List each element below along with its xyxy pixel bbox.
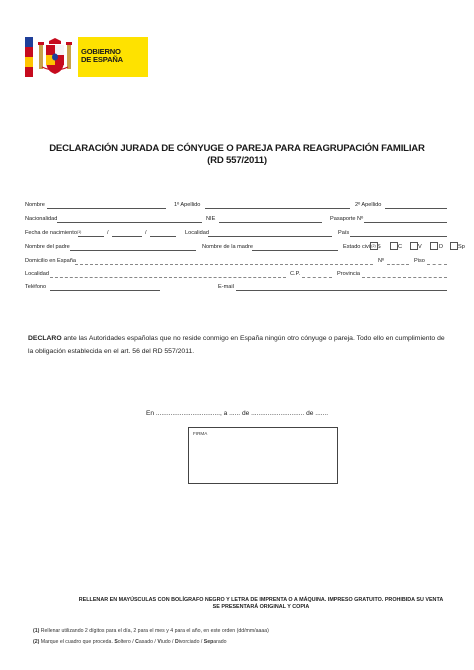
gobierno-text bbox=[78, 37, 148, 77]
estado-v-label: V bbox=[418, 244, 422, 250]
instructions-notice: RELLENAR EN MAYÚSCULAS CON BOLÍGRAFO NEGRO Y LETRA DE IMPRENTA O A MÁQUINA. IMPRESO GRATUITO. PROHIBIDA SU VENTA bbox=[78, 597, 444, 603]
checkbox-divorciado[interactable] bbox=[430, 242, 438, 250]
field-telefono[interactable] bbox=[50, 290, 160, 291]
label-cp: C.P. bbox=[290, 271, 301, 277]
field-pasaporte[interactable] bbox=[364, 222, 447, 223]
estado-sp-label: Sp bbox=[458, 244, 465, 250]
footnote-1-text: Rellenar utilizando 2 dígitos para el día, 2 para el mes y 4 para el año, en este orden (dd/mm/aaaa) bbox=[39, 628, 269, 634]
footnote-2-text-c: asado / bbox=[138, 639, 158, 645]
checkbox-separado[interactable] bbox=[450, 242, 458, 250]
field-localidad[interactable] bbox=[50, 277, 286, 278]
signature-box[interactable] bbox=[188, 427, 338, 484]
field-numero[interactable] bbox=[387, 264, 409, 265]
signature-label: FIRMA bbox=[193, 431, 208, 436]
footnote-2-number: (2) bbox=[33, 639, 40, 645]
label-piso: Piso bbox=[414, 258, 425, 264]
field-nombre[interactable] bbox=[47, 208, 166, 209]
label-apellido2: 2º Apellido bbox=[355, 202, 382, 208]
footnote-2-v: V bbox=[157, 639, 161, 645]
field-apellido1[interactable] bbox=[205, 208, 350, 209]
label-pais: País bbox=[338, 230, 350, 236]
label-localidad: Localidad bbox=[25, 271, 49, 277]
footnote-2-text-a: Marque el cuadro que proceda. bbox=[39, 639, 115, 645]
footnote-2-sp: Sep bbox=[203, 639, 214, 645]
footnote-2-d: D bbox=[174, 639, 179, 645]
label-pasaporte: Pasaporte Nº bbox=[330, 216, 364, 222]
date-place-line[interactable]: En ..................................., a ...... de ............................. de ....... bbox=[145, 410, 329, 417]
field-cp[interactable] bbox=[302, 277, 332, 278]
footnote-2-c: C bbox=[135, 639, 139, 645]
field-nie[interactable] bbox=[219, 222, 322, 223]
date-slash-1: / bbox=[107, 230, 109, 236]
footnote-1-number: (1) bbox=[33, 628, 40, 634]
label-fecha-text: Fecha de nacimiento bbox=[25, 230, 77, 236]
label-numero: Nº bbox=[378, 258, 385, 264]
label-estado-text: Estado civil bbox=[343, 244, 372, 250]
form-subtitle: (RD 557/2011) bbox=[207, 155, 267, 166]
field-nombre-madre[interactable] bbox=[252, 250, 338, 251]
coat-of-arms-icon bbox=[37, 37, 73, 77]
label-nombre: Nombre bbox=[25, 202, 45, 208]
gobierno-logo bbox=[25, 37, 135, 77]
field-apellido2[interactable] bbox=[385, 208, 447, 209]
field-fecha-mes[interactable] bbox=[112, 236, 142, 237]
label-nie: NIE bbox=[206, 216, 216, 222]
label-localidad-nacimiento: Localidad bbox=[185, 230, 209, 236]
label-nacionalidad: Nacionalidad bbox=[25, 216, 58, 222]
eu-flag-bar bbox=[25, 37, 33, 77]
field-localidad-nacimiento[interactable] bbox=[208, 236, 332, 237]
footnote-ref-1: (1) bbox=[76, 230, 82, 234]
footnote-2-text-b: oltero / bbox=[117, 639, 136, 645]
estado-c-label: C bbox=[398, 244, 403, 250]
declaration-text: ante las Autoridades españolas que no reside conmigo en España ningún otro cónyuge o pareja. Todo ello en cumplimiento de la obligación establecida en el art. 56 del RD 557/2011. bbox=[28, 335, 445, 355]
label-nombre-padre: Nombre del padre bbox=[25, 244, 70, 250]
label-nombre-madre: Nombre de la madre bbox=[202, 244, 253, 250]
checkbox-casado[interactable] bbox=[390, 242, 398, 250]
estado-d-label: D bbox=[439, 244, 444, 250]
field-domicilio[interactable] bbox=[75, 264, 373, 265]
field-nacionalidad[interactable] bbox=[57, 222, 202, 223]
footnote-2-text-f: arado bbox=[213, 639, 227, 645]
form-title: DECLARACIÓN JURADA DE CÓNYUGE O PAREJA PARA REAGRUPACIÓN FAMILIAR bbox=[49, 143, 425, 154]
field-provincia[interactable] bbox=[362, 277, 447, 278]
field-nombre-padre[interactable] bbox=[70, 250, 196, 251]
footnote-2 bbox=[33, 639, 227, 645]
field-fecha-anio[interactable] bbox=[150, 236, 176, 237]
field-fecha-dia[interactable] bbox=[78, 236, 104, 237]
field-email[interactable] bbox=[236, 290, 447, 291]
declaration-paragraph bbox=[28, 332, 450, 358]
instructions-notice-2: SE PRESENTARÁ ORIGINAL Y COPIA bbox=[212, 604, 310, 610]
logo-line-2: DE ESPAÑA bbox=[81, 55, 123, 64]
label-email: E-mail bbox=[218, 284, 234, 290]
declaration-keyword: DECLARO bbox=[28, 335, 62, 342]
estado-s-label: S bbox=[377, 244, 381, 250]
field-pais[interactable] bbox=[350, 236, 447, 237]
field-piso[interactable] bbox=[427, 264, 447, 265]
logo-line-1: GOBIERNO bbox=[81, 47, 121, 56]
label-telefono: Teléfono bbox=[25, 284, 47, 290]
label-apellido1: 1º Apellido bbox=[174, 202, 201, 208]
footnote-1 bbox=[33, 628, 269, 634]
checkbox-viudo[interactable] bbox=[410, 242, 418, 250]
footnote-2-text-d: iudo / bbox=[160, 639, 175, 645]
label-fecha-nacimiento bbox=[25, 230, 81, 236]
footnote-ref-2: (2) bbox=[371, 244, 376, 248]
label-domicilio: Domicilio en España bbox=[25, 258, 76, 264]
footnote-2-s: S bbox=[114, 639, 118, 645]
footnote-2-text-e: ivorciado / bbox=[178, 639, 204, 645]
date-slash-2: / bbox=[145, 230, 147, 236]
label-provincia: Provincia bbox=[337, 271, 361, 277]
checkbox-soltero[interactable] bbox=[370, 242, 378, 250]
